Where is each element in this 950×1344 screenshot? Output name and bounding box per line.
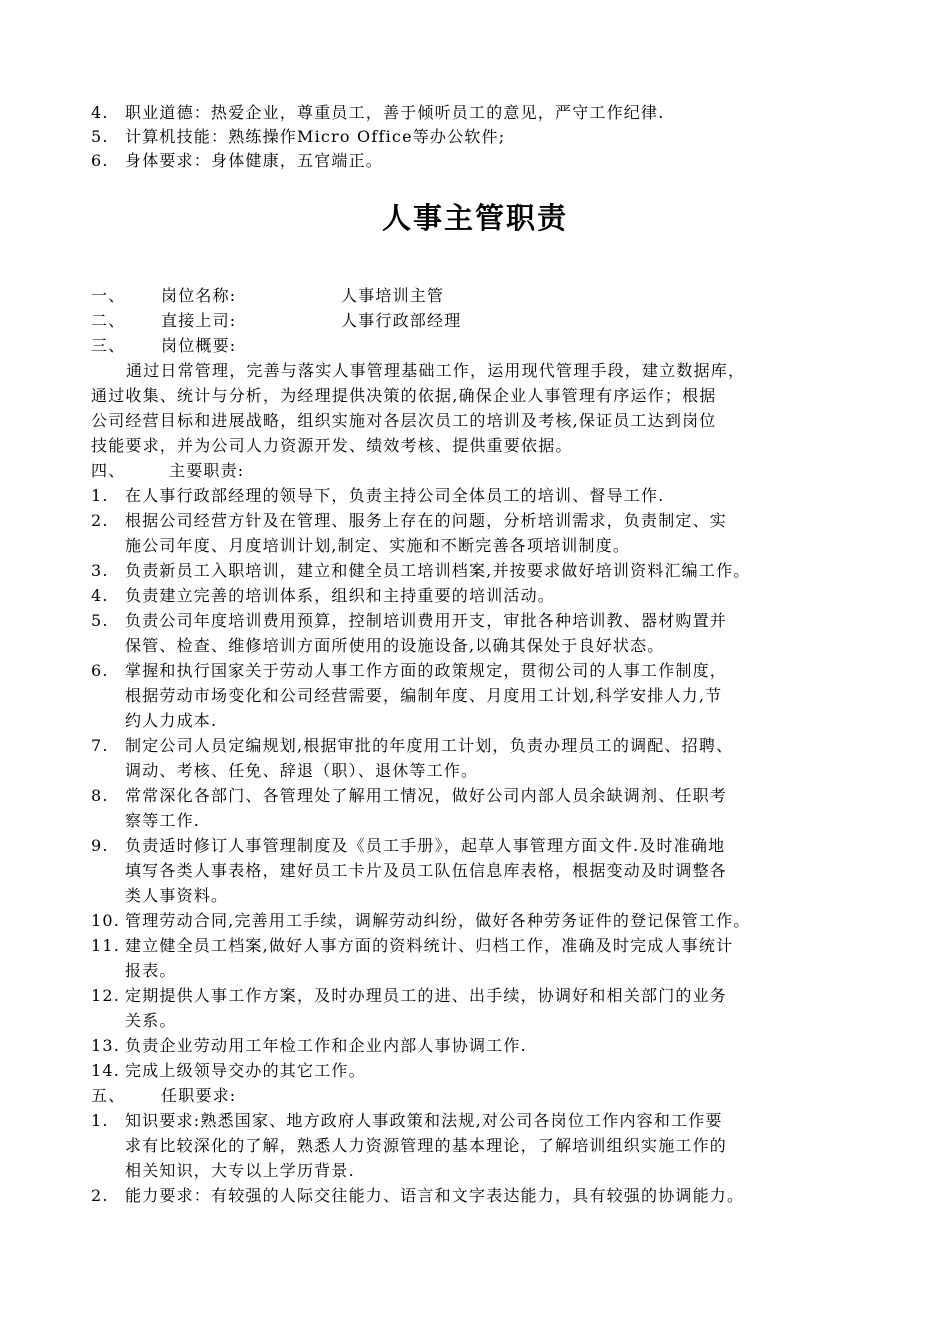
duty-item: 9. 负责适时修订人事管理制度及《员工手册》，起草人事管理方面文件.及时准确地	[91, 836, 726, 855]
duty-item-continuation: 施公司年度、月度培训计划,制定、实施和不断完善各项培训制度。	[125, 536, 631, 555]
duty-item: 3. 负责新员工入职培训，建立和健全员工培训档案,并按要求做好培训资料汇编工作。	[91, 561, 751, 580]
duty-item: 7. 制定公司人员定编规划,根据审批的年度用工计划，负责办理员工的调配、招聘、	[91, 736, 734, 755]
duty-item-continuation: 约人力成本.	[125, 711, 218, 730]
duty-item-continuation: 保管、检查、维修培训方面所使用的设施设备,以确其保处于良好状态。	[125, 636, 665, 655]
duty-item: 14. 完成上级领导交办的其它工作。	[91, 1061, 366, 1080]
requirement-item-continuation: 求有比较深化的了解，熟悉人力资源管理的基本理论，了解培训组织实施工作的	[125, 1136, 728, 1155]
duty-item: 6. 掌握和执行国家关于劳动人事工作方面的政策规定，贯彻公司的人事工作制度，	[91, 661, 728, 680]
requirement-item: 2. 能力要求：有较强的人际交往能力、语言和文字表达能力，具有较强的协调能力。	[91, 1186, 745, 1205]
overview-line: 通过收集、统计与分析，为经理提供决策的依据,确保企业人事管理有序运作；根据	[91, 386, 717, 405]
overview-line: 技能要求，并为公司人力资源开发、绩效考核、提供重要依据。	[91, 436, 573, 455]
list-item: 6. 身体要求：身体健康，五官端正。	[91, 151, 384, 170]
duty-item: 8. 常常深化各部门、各管理处了解用工情况，做好公司内部人员余缺调剂、任职考	[91, 786, 728, 805]
list-item: 5. 计算机技能：熟练操作Micro Office等办公软件;	[91, 127, 506, 146]
duty-item: 12. 定期提供人事工作方案，及时办理员工的进、出手续，协调好和相关部门的业务	[91, 986, 728, 1005]
duty-item: 4. 负责建立完善的培训体系，组织和主持重要的培训活动。	[91, 586, 556, 605]
duty-item-continuation: 根据劳动市场变化和公司经营需要，编制年度、月度用工计划,科学安排人力,节	[125, 686, 723, 705]
section-heading-supervisor: 二、 直接上司: 人事行政部经理	[91, 311, 462, 330]
duty-item: 11. 建立健全员工档案,做好人事方面的资料统计、归档工作，准确及时完成人事统计	[91, 936, 734, 955]
section-heading-overview: 三、 岗位概要:	[91, 336, 237, 355]
duty-item-continuation: 类人事资料。	[125, 886, 229, 905]
overview-line: 通过日常管理，完善与落实人事管理基础工作，运用现代管理手段，建立数据库，	[126, 361, 746, 380]
duty-item: 10. 管理劳动合同,完善用工手续，调解劳动纠纷，做好各种劳务证件的登记保管工作。	[91, 911, 751, 930]
duty-item-continuation: 报表。	[125, 961, 177, 980]
duty-item: 13. 负责企业劳动用工年检工作和企业内部人事协调工作.	[91, 1036, 527, 1055]
overview-line: 公司经营目标和进展战略，组织实施对各层次员工的培训及考核,保证员工达到岗位	[91, 411, 717, 430]
section-heading-duties: 四、 主要职责:	[91, 461, 245, 480]
list-item: 4. 职业道德：热爱企业，尊重员工，善于倾听员工的意见，严守工作纪律.	[91, 103, 665, 122]
duty-item-continuation: 关系。	[125, 1011, 177, 1030]
duty-item-continuation: 填写各类人事表格，建好员工卡片及员工队伍信息库表格，根据变动及时调整各	[125, 861, 728, 880]
duty-item-continuation: 调动、考核、任免、辞退（职）、退休等工作。	[125, 761, 479, 780]
requirement-item: 1. 知识要求:熟悉国家、地方政府人事政策和法规,对公司各岗位工作内容和工作要	[91, 1111, 723, 1130]
section-heading-position-name: 一、 岗位名称: 人事培训主管	[91, 286, 445, 305]
requirement-item-continuation: 相关知识，大专以上学历背景.	[125, 1161, 355, 1180]
duty-item-continuation: 察等工作.	[125, 811, 201, 830]
page-title: 人事主管职责	[381, 201, 568, 235]
section-heading-requirements: 五、 任职要求:	[91, 1086, 237, 1105]
duty-item: 2. 根据公司经营方针及在管理、服务上存在的问题，分析培训需求，负责制定、实	[91, 511, 728, 530]
duty-item: 1. 在人事行政部经理的领导下，负责主持公司全体员工的培训、督导工作.	[91, 486, 665, 505]
duty-item: 5. 负责公司年度培训费用预算，控制培训费用开支，审批各种培训教、器材购置并	[91, 611, 728, 630]
